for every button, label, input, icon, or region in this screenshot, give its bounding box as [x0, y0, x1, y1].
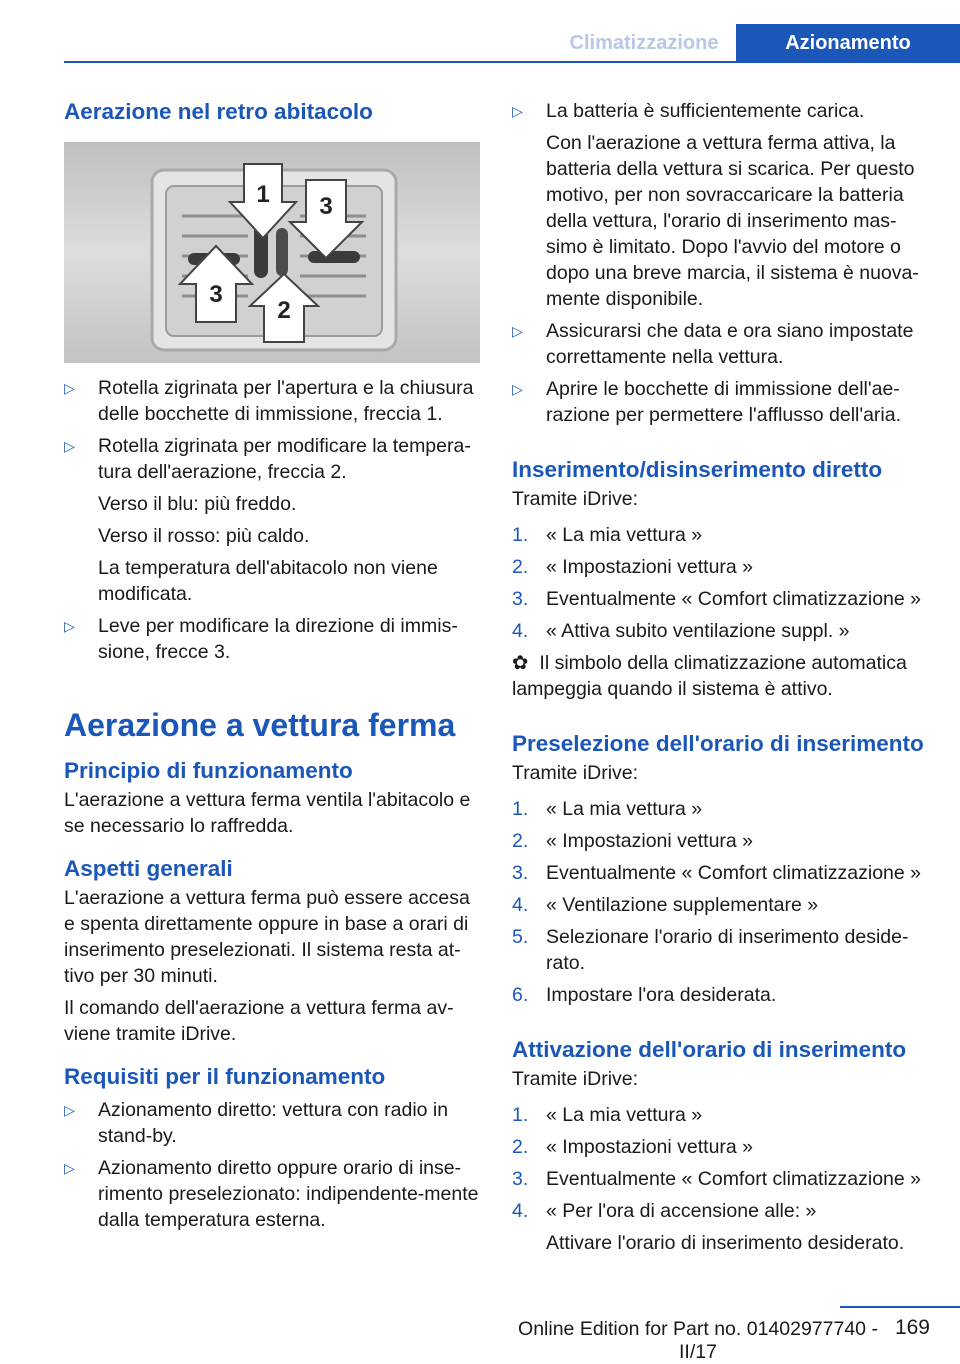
via-idrive-text: Tramite iDrive: [512, 762, 639, 784]
list-item [64, 375, 480, 427]
list-item: 6. Impostare l'ora desiderata. [512, 984, 777, 1006]
step-text: Impostare l'ora desiderata. [546, 984, 777, 1006]
step-text: Eventualmente « Comfort climatizzazione » [546, 588, 922, 610]
list-item: 2. « Impostazioni vettura » [512, 1136, 754, 1158]
list-item-text: Rotella zigrinata per modificare la tempera‐tura dell'aerazione, freccia 2. [98, 435, 471, 483]
rear-controls-list-cont [64, 613, 480, 665]
step-text: Eventualmente « Comfort climatizzazione » [546, 862, 922, 884]
header-divider [64, 61, 960, 63]
arrow-label-2: 2 [277, 297, 291, 324]
step-text: Selezionare l'orario di inserimento deside‐rato. [546, 926, 909, 974]
arrow-label-3-right: 3 [319, 193, 333, 220]
arrow-label-1: 1 [256, 181, 270, 208]
triangle-bullet-icon: ▷ [64, 380, 75, 396]
arrow-label-3-left: 3 [209, 281, 223, 308]
step-text: « Impostazioni vettura » [546, 556, 754, 578]
list-item [64, 613, 480, 665]
heading-principle: Principio di funzionamento [64, 758, 353, 783]
step-text: « La mia vettura » [546, 798, 703, 820]
list-item: 3. Eventualmente « Comfort climatizzazione » [512, 862, 922, 884]
preselection-steps-list [512, 796, 928, 1008]
heading-activation: Attivazione dell'orario di inserimento [512, 1037, 907, 1062]
list-item: 2. « Impostazioni vettura » [512, 830, 754, 852]
step-text: « Per l'ora di accensione alle: » [546, 1200, 817, 1222]
sub-paragraph: La temperatura dell'abitacolo non viene modificata. [98, 557, 438, 605]
main-heading: Aerazione a vettura ferma [64, 707, 456, 743]
footer-edition: Online Edition for Part no. 01402977740 - II/17 [518, 1318, 878, 1363]
triangle-bullet-icon: ▷ [512, 103, 523, 119]
rear-controls-list [64, 375, 480, 485]
fan-icon: ✿ [512, 652, 529, 674]
list-item-text: Assicurarsi che data e ora siano impostate correttamente nella vettura. [546, 320, 914, 368]
list-item: 3. Eventualmente « Comfort climatizzazione » [512, 1168, 922, 1190]
list-item [64, 433, 480, 485]
sub-paragraph: Verso il blu: più freddo. [98, 493, 297, 515]
step-text: « La mia vettura » [546, 524, 703, 546]
note-direct [512, 650, 928, 702]
direct-steps-list [512, 522, 928, 644]
list-item [64, 1155, 480, 1233]
right-column [512, 98, 928, 1262]
via-idrive-text: Tramite iDrive: [512, 488, 639, 510]
list-item: 4. « Per l'ora di accensione alle: » [512, 1200, 817, 1222]
triangle-bullet-icon: ▷ [512, 323, 523, 339]
heading-rear-ventilation: Aerazione nel retro abitacolo [64, 99, 373, 124]
step-text: Eventualmente « Comfort climatizzazione » [546, 1168, 922, 1190]
list-item: 4. « Attiva subito ventilazione suppl. » [512, 620, 850, 642]
list-item-text: Rotella zigrinata per l'apertura e la chiusura delle bocchette di immissione, freccia 1. [98, 377, 474, 425]
triangle-bullet-icon: ▷ [64, 1160, 75, 1176]
list-item [64, 1097, 480, 1149]
step-text: « Attiva subito ventilazione suppl. » [546, 620, 850, 642]
step-text: « Impostazioni vettura » [546, 1136, 754, 1158]
list-item [512, 98, 928, 124]
activation-steps-list [512, 1102, 928, 1224]
list-item: 1. « La mia vettura » [512, 798, 703, 820]
list-item [512, 376, 928, 428]
paragraph-principle: L'aerazione a vettura ferma ventila l'abitacolo e se necessario lo raffredda. [64, 789, 471, 837]
paragraph-general-1: L'aerazione a vettura ferma può essere accesa e spenta direttamente oppure in base a orari di inserimento preselezionati. Il sistema resta at‐tivo per 30 minuti. [64, 887, 470, 987]
list-item-text: La batteria è sufficientemente carica. [546, 100, 865, 122]
heading-preselection: Preselezione dell'orario di inserimento [512, 731, 924, 756]
list-item: 3. Eventualmente « Comfort climatizzazione » [512, 588, 922, 610]
via-idrive-text: Tramite iDrive: [512, 1068, 639, 1090]
heading-general: Aspetti generali [64, 856, 233, 881]
heading-requirements: Requisiti per il funzionamento [64, 1064, 386, 1089]
triangle-bullet-icon: ▷ [64, 1102, 75, 1118]
list-item: 2. « Impostazioni vettura » [512, 556, 754, 578]
list-item: 1. « La mia vettura » [512, 1104, 703, 1126]
step-text: « Impostazioni vettura » [546, 830, 754, 852]
heading-direct: Inserimento/disinserimento diretto [512, 457, 883, 482]
list-item: 5. Selezionare l'orario di inserimento deside‐rato. [512, 926, 909, 974]
sub-paragraph: Attivare l'orario di inserimento desiderato. [546, 1232, 905, 1254]
header-section-tab[interactable]: Climatizzazione [569, 31, 719, 54]
requirements-list-cont [512, 98, 928, 124]
triangle-bullet-icon: ▷ [64, 618, 75, 634]
list-item-text: Azionamento diretto oppure orario di inse‐rimento preselezionato: indipendente‐mente dalla temperatura esterna. [98, 1157, 479, 1231]
list-item-text: Azionamento diretto: vettura con radio in stand-by. [98, 1099, 449, 1147]
list-item-text: Leve per modificare la direzione di immis‐sione, frecce 3. [98, 615, 458, 663]
step-text: « La mia vettura » [546, 1104, 703, 1126]
requirements-list-cont-2 [512, 318, 928, 428]
page-number: 169 [894, 1316, 930, 1339]
list-item: 4. « Ventilazione supplementare » [512, 894, 819, 916]
triangle-bullet-icon: ▷ [64, 438, 75, 454]
sub-paragraph: Verso il rosso: più caldo. [98, 525, 310, 547]
rear-vent-illustration [64, 142, 480, 363]
rear-vent-figure [64, 142, 480, 363]
header-active-tab[interactable]: Azionamento [736, 24, 960, 62]
list-item [512, 318, 928, 370]
sub-paragraph: Con l'aerazione a vettura ferma attiva, la batteria della vettura si scarica. Per questo motivo, per non sovraccaricare la batteria della vettura, l'orario di inserimento mas‐simo è limitato. Dopo l'avvio del motore o dopo una breve marcia, il sistema è nuova‐mente disponibile. [546, 132, 919, 310]
list-item: 1. « La mia vettura » [512, 524, 703, 546]
paragraph-general-2: Il comando dell'aerazione a vettura ferma av‐viene tramite iDrive. [64, 997, 454, 1045]
requirements-list [64, 1097, 480, 1233]
step-text: « Ventilazione supplementare » [546, 894, 819, 916]
list-item-text: Aprire le bocchette di immissione dell'ae‐razione per permettere l'afflusso dell'aria. [546, 378, 902, 426]
left-column [64, 98, 480, 1239]
note-direct-text: Il simbolo della climatizzazione automatica lampeggia quando il sistema è attivo. [512, 652, 907, 700]
triangle-bullet-icon: ▷ [512, 381, 523, 397]
footer-rule [840, 1306, 960, 1308]
